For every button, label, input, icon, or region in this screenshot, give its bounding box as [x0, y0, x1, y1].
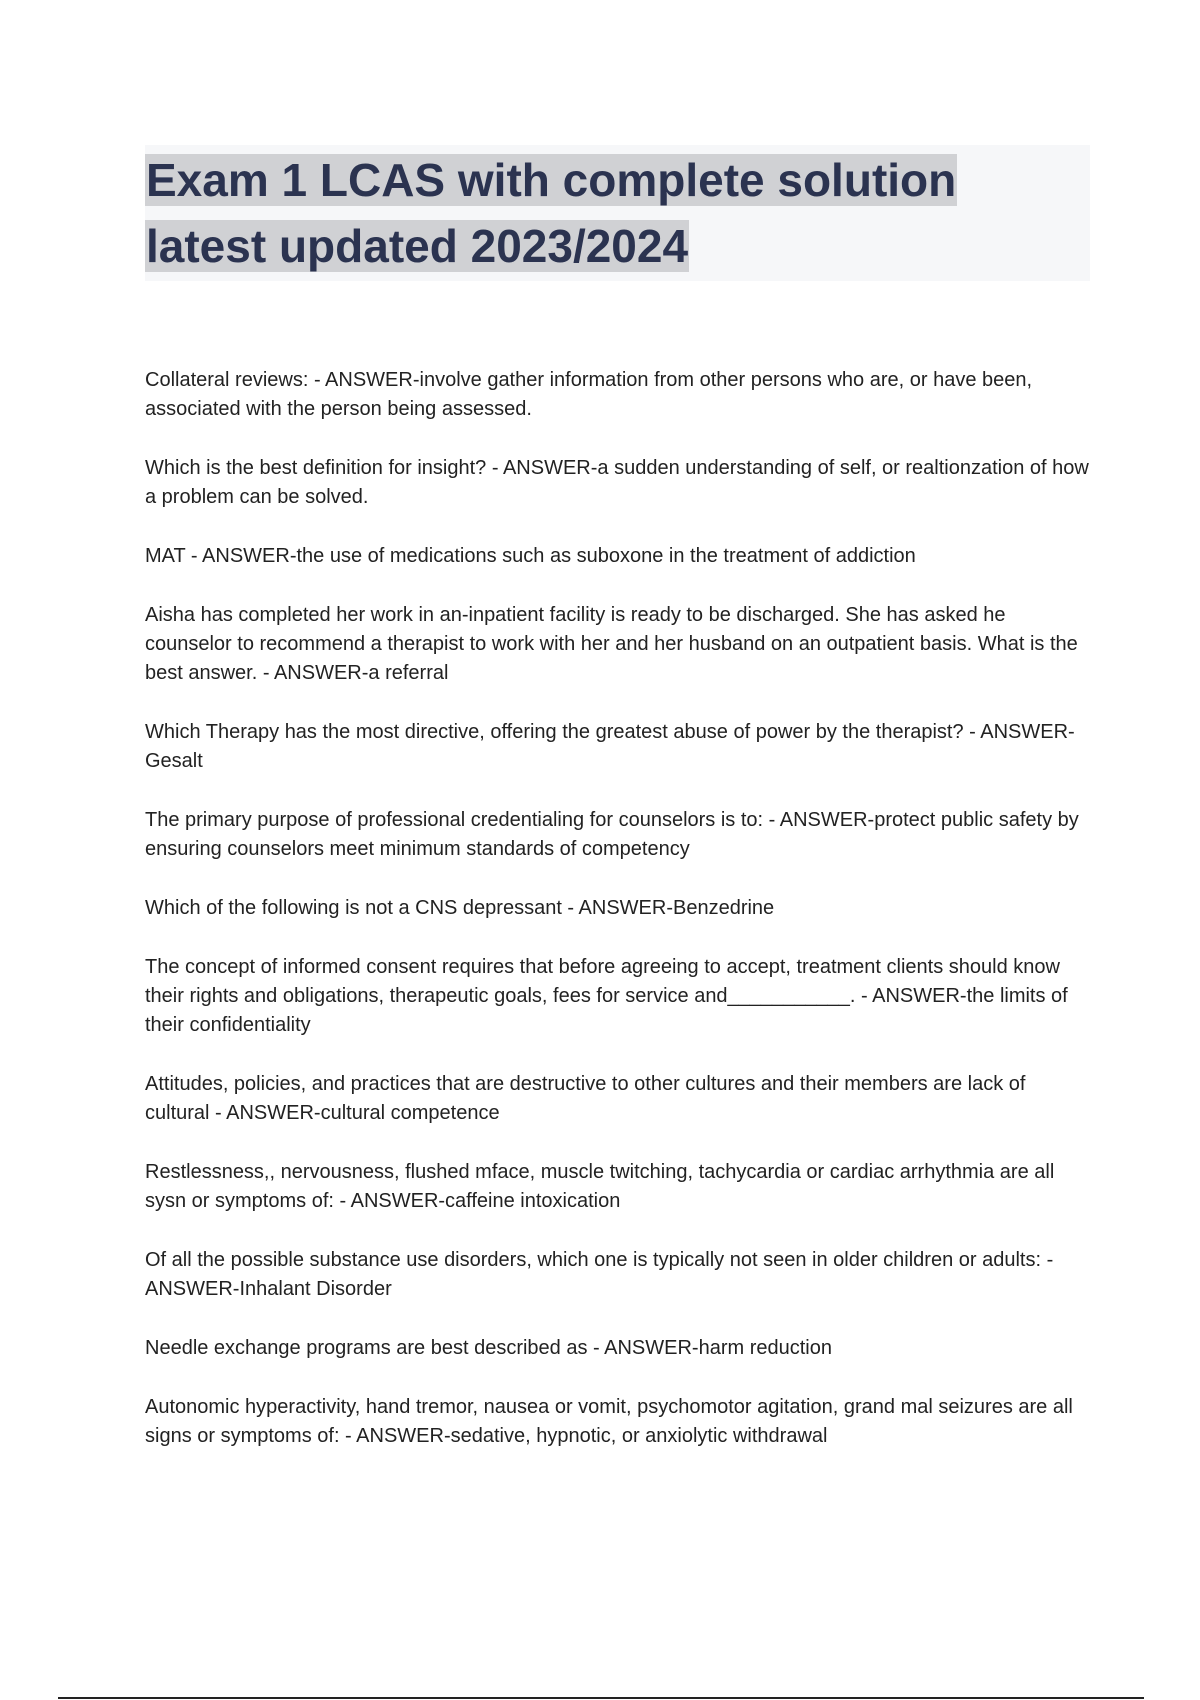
qa-item-aisha-referral: Aisha has completed her work in an-inpatient facility is ready to be discharged. She has asked he counselor to recommend a therapist to work with her and her husband on an outpatient basis. What is the best answer. - ANSWER-a referral — [145, 604, 1078, 684]
footer-divider — [58, 1697, 1144, 1699]
qa-item-directive-therapy: Which Therapy has the most directive, offering the greatest abuse of power by the therapist? - ANSWER-Gesalt — [145, 721, 1075, 772]
qa-item-needle-exchange: Needle exchange programs are best described as - ANSWER-harm reduction — [145, 1337, 832, 1359]
qa-item-insight: Which is the best definition for insight? - ANSWER-a sudden understanding of self, or realtionzation of how a problem can be solved. — [145, 457, 1089, 508]
qa-item-cns-depressant: Which of the following is not a CNS depressant - ANSWER-Benzedrine — [145, 897, 775, 919]
question-answer-list — [145, 366, 1095, 1481]
title-highlight-1: Exam 1 LCAS with complete solution — [146, 154, 957, 206]
title-block — [145, 145, 1090, 281]
qa-item-collateral-reviews: Collateral reviews: - ANSWER-involve gather information from other persons who are, or have been, associated with the person being assessed. — [145, 369, 1033, 420]
document-title-line-1 — [145, 147, 1090, 213]
qa-item-credentialing: The primary purpose of professional credentialing for counselors is to: - ANSWER-protect public safety by ensuring counselors meet minimum standards of competency — [145, 809, 1079, 860]
document-title-line-2 — [145, 213, 1090, 279]
qa-item-informed-consent: The concept of informed consent requires that before agreeing to accept, treatment clients should know their rights and obligations, therapeutic goals, fees for service and___________. - ANSWER-the limits of their confidentiality — [145, 956, 1068, 1036]
qa-item-caffeine: Restlessness,, nervousness, flushed mface, muscle twitching, tachycardia or cardiac arrhythmia are all sysn or symptoms of: - ANSWER-caffeine intoxication — [145, 1161, 1055, 1212]
qa-item-withdrawal: Autonomic hyperactivity, hand tremor, nausea or vomit, psychomotor agitation, grand mal seizures are all signs or symptoms of: - ANSWER-sedative, hypnotic, or anxiolytic withdrawal — [145, 1396, 1073, 1447]
qa-item-mat: MAT - ANSWER-the use of medications such as suboxone in the treatment of addiction — [145, 545, 916, 567]
qa-item-inhalant: Of all the possible substance use disorders, which one is typically not seen in older children or adults: - ANSWER-Inhalant Disorder — [145, 1249, 1054, 1300]
title-highlight-2: latest updated 2023/2024 — [146, 220, 689, 272]
qa-item-cultural: Attitudes, policies, and practices that are destructive to other cultures and their members are lack of cultural - ANSWER-cultural competence — [145, 1073, 1026, 1124]
